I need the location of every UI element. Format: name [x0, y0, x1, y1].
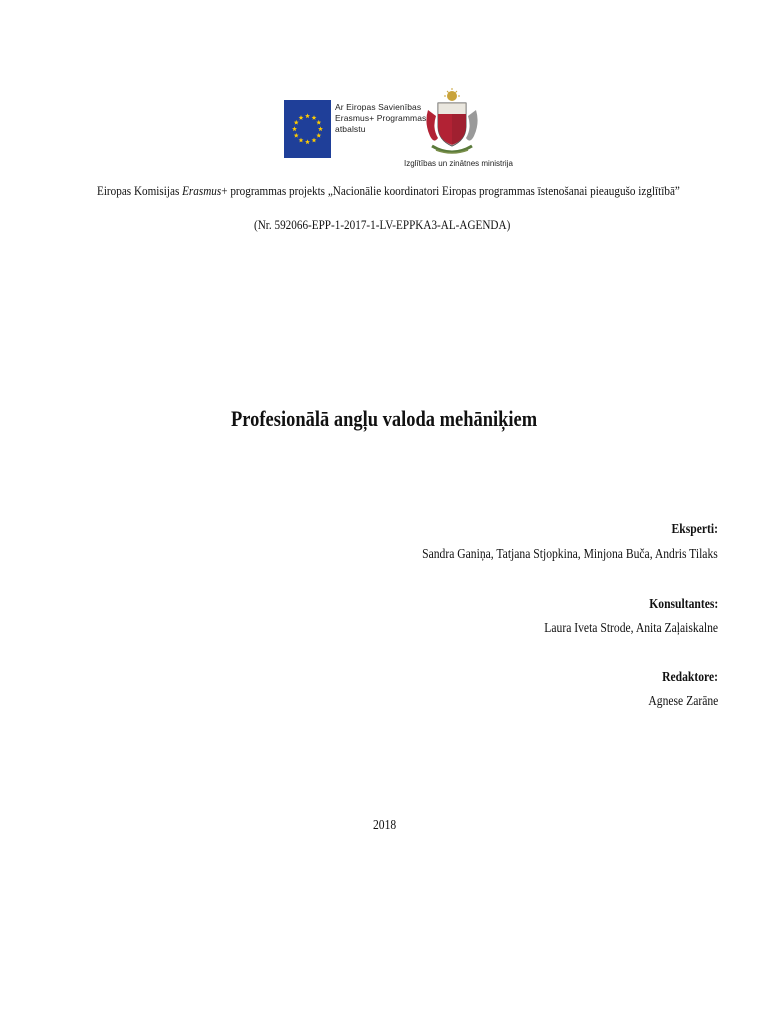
eu-stars-icon — [284, 100, 331, 158]
document-title: Profesionālā angļu valoda mehāniķiem — [231, 406, 538, 431]
eu-star-icon — [305, 139, 310, 144]
eu-text-line: Erasmus+ Programmas — [335, 113, 427, 123]
erasmus-italic: Erasmus — [182, 183, 222, 198]
eu-support-text — [335, 102, 426, 135]
project-suffix: + programmas projekts „Nacionālie koordinatori Eiropas programmas īstenošanai pieaugušo izglītībā” — [221, 183, 680, 198]
editor-label: Redaktore: — [662, 669, 718, 684]
eu-star-icon — [312, 138, 317, 143]
eu-text-line: Ar Eiropas Savienības — [335, 102, 422, 112]
eu-star-icon — [299, 138, 304, 143]
editor-name: Agnese Zarāne — [648, 693, 718, 708]
consultants-label: Konsultantes: — [648, 596, 718, 611]
ministry-label: Izglītības un zinātnes ministrija — [404, 159, 513, 168]
eu-star-icon — [299, 115, 304, 120]
eu-star-icon — [294, 120, 299, 125]
eu-star-icon — [318, 126, 323, 131]
eu-star-icon — [305, 113, 310, 118]
eu-star-icon — [292, 126, 297, 131]
project-prefix: Eiropas Komisijas — [97, 183, 183, 198]
project-number: (Nr. 592066-EPP-1-2017-1-LV-EPPKA3-AL-AGENDA) — [254, 217, 511, 232]
eu-flag-logo — [284, 100, 331, 158]
publication-year: 2018 — [373, 817, 397, 832]
eu-text-line: atbalstu — [335, 124, 366, 134]
eu-star-icon — [312, 115, 317, 120]
experts-names: Sandra Ganiņa, Tatjana Stjopkina, Minjona Buča, Andris Tilaks — [422, 546, 718, 561]
eu-star-icon — [316, 133, 321, 138]
project-description — [97, 183, 680, 199]
eu-star-icon — [316, 120, 321, 125]
experts-label: Eksperti: — [671, 521, 718, 536]
consultants-names: Laura Iveta Strode, Anita Zaļaiskalne — [544, 620, 718, 635]
coat-of-arms-logo — [420, 88, 484, 160]
eu-star-icon — [294, 133, 299, 138]
